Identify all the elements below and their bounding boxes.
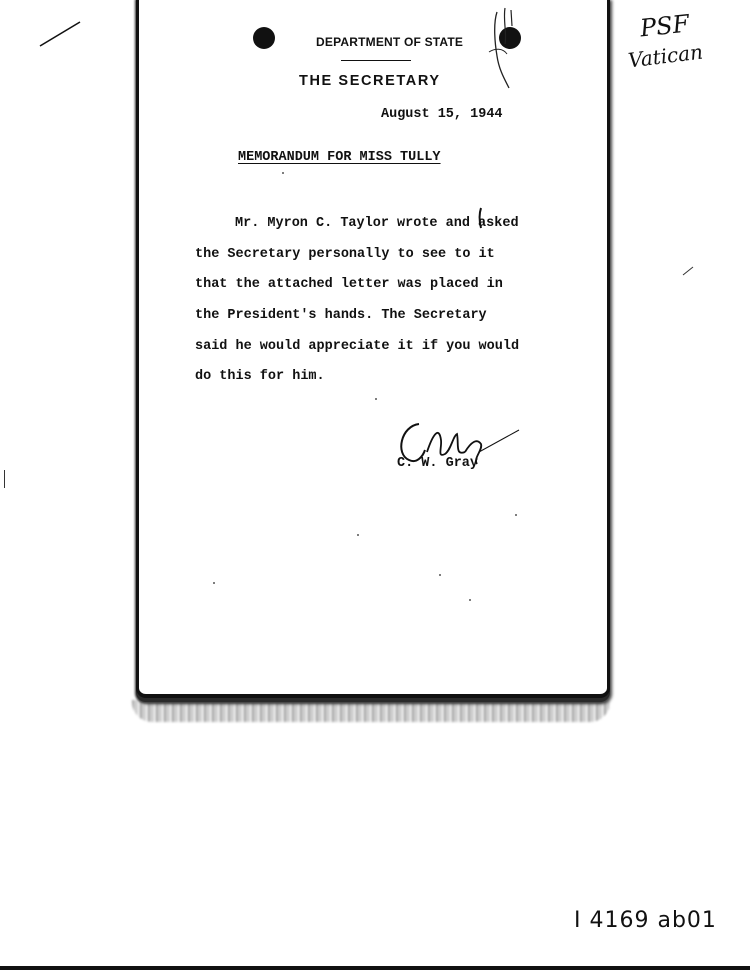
margin-tick — [682, 266, 694, 276]
department-heading: DEPARTMENT OF STATE — [316, 35, 464, 49]
scan-speck — [439, 574, 441, 576]
body-line: the Secretary personally to see to it — [195, 247, 495, 262]
file-code-note: PSF — [638, 9, 691, 43]
memo-sheet — [136, 0, 610, 698]
body-line: Mr. Myron C. Taylor wrote and asked — [235, 216, 519, 231]
scan-speck — [282, 172, 284, 174]
scan-speck — [515, 514, 517, 516]
page-shadow — [132, 700, 610, 722]
scan-speck — [375, 398, 377, 400]
scan-speck — [213, 582, 215, 584]
stray-pen-stroke — [38, 20, 82, 48]
body-line: do this for him. — [195, 369, 325, 384]
scan-bottom-edge — [0, 966, 750, 970]
typed-signature: C. W. Gray — [397, 456, 479, 471]
letterhead-rule — [341, 60, 411, 61]
file-code-note-subject: Vatican — [626, 39, 705, 73]
archive-number: I 4169 ab01 — [574, 908, 717, 933]
memo-title: MEMORANDUM FOR MISS TULLY — [238, 150, 441, 165]
body-line: that the attached letter was placed in — [195, 277, 503, 292]
memo-date: August 15, 1944 — [381, 107, 503, 122]
body-line: said he would appreciate it if you would — [195, 339, 520, 354]
scan-speck — [357, 534, 359, 536]
left-edge-tick — [4, 470, 5, 488]
body-line: the President's hands. The Secretary — [195, 308, 487, 323]
handwritten-correction — [469, 206, 489, 230]
punch-hole-left — [253, 27, 275, 49]
office-heading: THE SECRETARY — [299, 73, 441, 89]
scan-speck — [469, 599, 471, 601]
handwritten-signature — [393, 414, 523, 474]
paper-clip-mark — [485, 4, 525, 94]
